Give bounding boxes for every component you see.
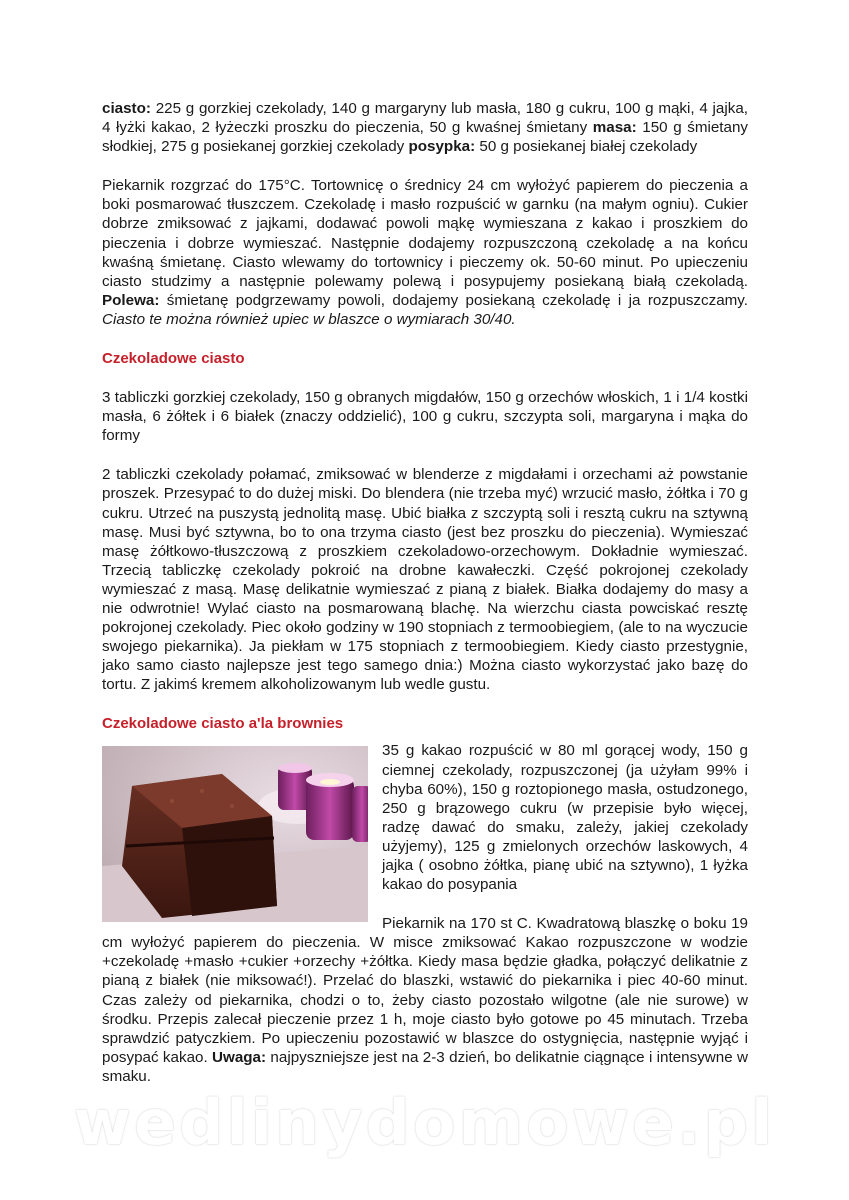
ingredient-label-masa: masa: (592, 119, 637, 137)
recipe1-glaze-text: śmietanę podgrzewamy powoli, dodajemy posiekaną czekoladę i ja rozpuszczamy. (159, 291, 748, 309)
recipe3-method (102, 914, 748, 1086)
recipe3-title: Czekoladowe ciasto a'la brownies (102, 715, 344, 733)
recipe2-title: Czekoladowe ciasto (102, 350, 245, 368)
brownies-photo (102, 746, 368, 922)
recipe3-tip-label: Uwaga: (212, 1048, 267, 1066)
ingredient-label-posypka: posypka: (408, 138, 476, 156)
ingredient-text-masa: 150 g śmietany słodkiej, 275 g posiekanej gorzkiej czekolady (102, 119, 748, 156)
recipe1-note: Ciasto te można również upiec w blaszce o wymiarach 30/40. (102, 310, 516, 328)
ingredient-label-ciasto: ciasto: (102, 100, 151, 117)
recipe3-tip-text: najpyszniejsze jest na 2-3 dzień, bo delikatnie ciągnące i intensywne w smaku. (102, 1048, 748, 1085)
recipe3-method-text: Piekarnik na 170 st C. Kwadratową blaszkę o boku 19 cm wyłożyć papierem do pieczenia. W misce zmiksować Kakao rozpuszczone w wodzie +czekoladę +masło +cukier +orzechy +żółtka. Kiedy masa będzie gładka, połączyć delikatnie z pianą z białek (nie miksować!). Przelać do blaszki, wstawić do piekarnika i piec 40-60 minut. Czas zależy od piekarnika, chodzi o to, żeby ciasto pozostało wilgotne (ale nie surowe) w środku. Przepis zalecał pieczenie przez 1 h, moje ciasto było gotowe po 45 minutach. Trzeba sprawdzić patyczkiem. Po upieczeniu pozostawić w blaszce do ostygnięcia, następnie wyjąć i posypać kakao. (102, 915, 748, 1066)
watermark: wedlinydomowe.pl (73, 1086, 776, 1159)
recipe3-ingredients: 35 g kakao rozpuścić w 80 ml gorącej wody, 150 g ciemnej czekolady, rozpuszczonej (ja użyłam 99% i chyba 60%), 150 g roztopionego masła, ostudzonego, 250 g brązowego cukru (w przepisie było więcej, radzę dawać do smaku, zależy, jakiej czekolady użyjemy), 125 g zmielonych orzechów laskowych, 4 jajka ( osobno żółtka, pianę ubić na sztywno), 1 łyżka kakao do posypania (382, 742, 748, 894)
recipe2-method: 2 tabliczki czekolady połamać, zmiksować w blenderze z migdałami i orzechami aż powstanie proszek. Przesypać to do dużej miski. Do blendera (nie trzeba myć) wrzucić masło, żółtka i 70 g cukru. Utrzeć na puszystą jednolitą masę. Ubić białka z szczyptą soli i resztą cukru na sztywną masę. Musi być sztywna, bo to ona trzyma ciasto (jest bez proszku do pieczenia). Wymieszać masę żółtkowo-tłuszczową z proszkiem czekoladowo-orzechowym. Dokładnie wymieszać. Trzecią tabliczkę czekolady pokroić na drobne kawałeczki. Część pokrojonej czekolady wymieszać z masą. Masę delikatnie wymieszać z pianą z białek. Białka dodajemy do masy a nie odwrotnie! Wylać ciasto na posmarowaną blachę. Na wierzchu ciasta powciskać resztę pokrojonej czekolady. Piec około godziny w 190 stopniach z termoobiegiem, (ale to na wyczucie swojego piekarnika). Ja piekłam w 175 stopniach z termoobiegiem. Kiedy ciasto przestygnie, jako samo ciasto najlepsze jest tego samego dnia:) Można ciasto wykorzystać jako bazę do tortu. Z jakimś kremem alkoholizowanym lub wedle gustu. (102, 466, 748, 694)
recipe2-ingredients: 3 tabliczki gorzkiej czekolady, 150 g obranych migdałów, 150 g orzechów włoskich, 1 i 1/4 kostki masła, 6 żółtek i 6 białek (znaczy oddzielić), 100 g cukru, szczypta soli, margaryna i mąka do formy (102, 389, 748, 445)
recipe1-glaze-label: Polewa: (102, 291, 160, 309)
document-page (102, 99, 748, 1086)
ingredient-text-ciasto: 225 g gorzkiej czekolady, 140 g margaryny lub masła, 180 g cukru, 100 g mąki, 4 jajka, 4 łyżki kakao, 2 łyżeczki proszku do pieczenia, 50 g kwaśnej śmietany (102, 100, 748, 137)
recipe1-ingredients (102, 99, 748, 156)
recipe1-method-text: Piekarnik rozgrzać do 175°C. Tortownicę o średnicy 24 cm wyłożyć papierem do pieczenia a boki posmarować tłuszczem. Czekoladę i masło rozpuścić w garnku (na małym ogniu). Cukier dobrze zmiksować z jajkami, dodawać powoli mąkę wymieszana z kakao i proszkiem do pieczenia i dobrze wymieszać. Następnie dodajemy rozpuszczoną czekoladę a na końcu kwaśną śmietanę. Ciasto wlewamy do tortownicy i pieczemy ok. 50-60 minut. Po upieczeniu ciasto studzimy a następnie polewamy polewą i posypujemy posiekaną białą czekoladą. (102, 177, 748, 290)
recipe1-method (102, 176, 748, 329)
ingredient-text-posypka: 50 g posiekanej białej czekolady (475, 138, 698, 156)
